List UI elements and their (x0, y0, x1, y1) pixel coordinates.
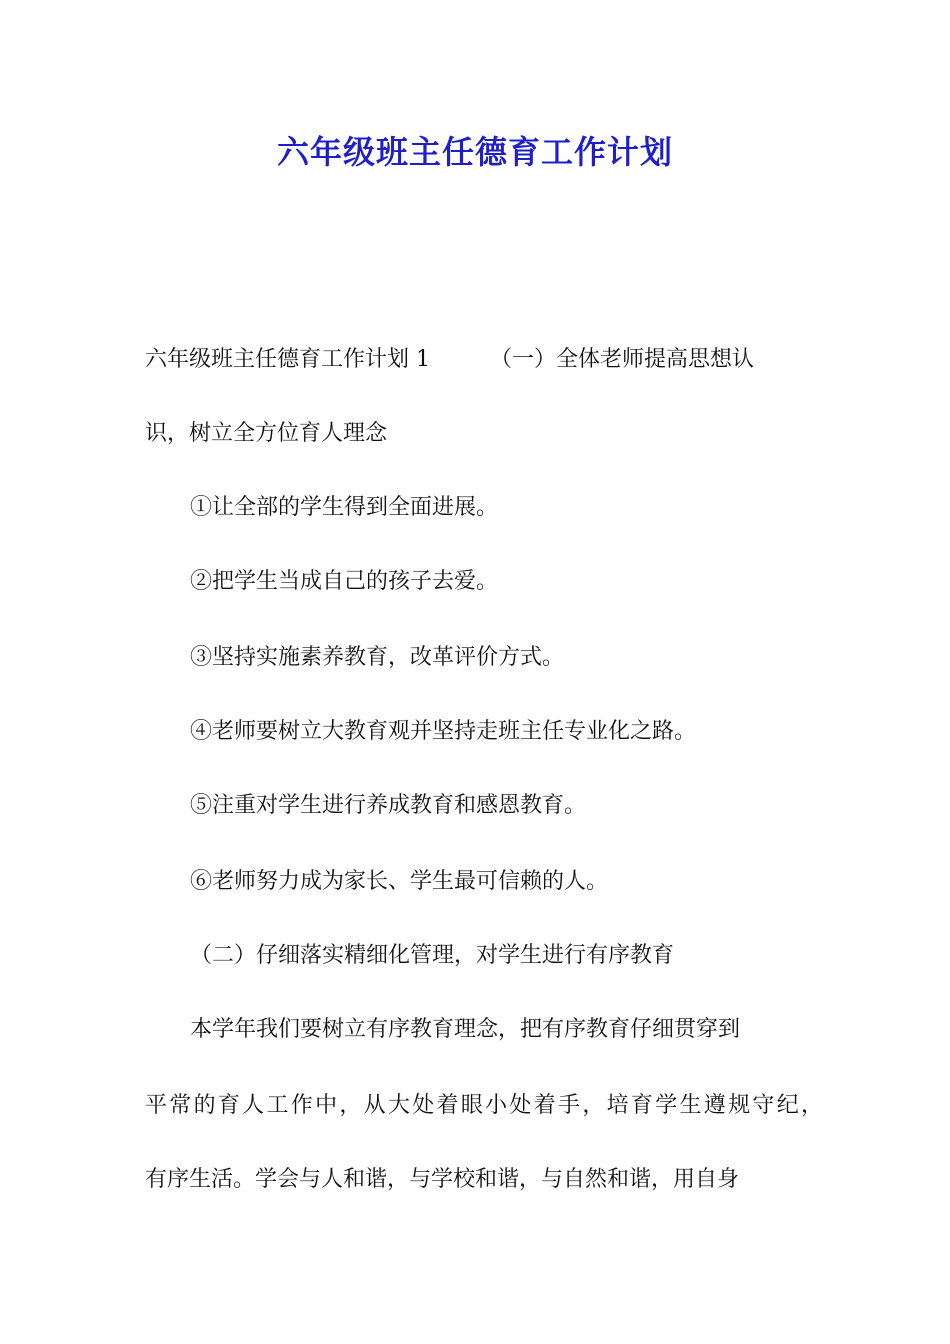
section-two-heading: （二）仔细落实精细化管理，对学生进行有序教育 (190, 943, 675, 968)
paragraph-line (145, 342, 754, 378)
section-one-heading-end: 识，树立全方位育人理念 (145, 421, 388, 446)
body-paragraph-line: 有序生活。学会与人和谐，与学校和谐，与自然和谐，用自身 (145, 1167, 740, 1192)
list-item: ②把学生当成自己的孩子去爱。 (190, 569, 499, 594)
plan-heading: 六年级班主任德育工作计划 1 (145, 347, 430, 372)
body-paragraph-line: 本学年我们要树立有序教育理念，把有序教育仔细贯穿到 (190, 1017, 741, 1042)
list-item: ⑥老师努力成为家长、学生最可信赖的人。 (190, 869, 609, 894)
list-item: ④老师要树立大教育观并坚持走班主任专业化之路。 (190, 719, 697, 744)
document-title: 六年级班主任德育工作计划 (276, 133, 673, 171)
list-item: ③坚持实施素养教育，改革评价方式。 (190, 645, 565, 670)
list-item: ⑤注重对学生进行养成教育和感恩教育。 (190, 793, 587, 818)
section-one-heading-start: （一）全体老师提高思想认 (490, 347, 755, 372)
body-paragraph-line: 平常的育人工作中，从大处着眼小处着手，培育学生遵规守纪， (145, 1093, 823, 1118)
list-item: ①让全部的学生得到全面进展。 (190, 495, 499, 520)
